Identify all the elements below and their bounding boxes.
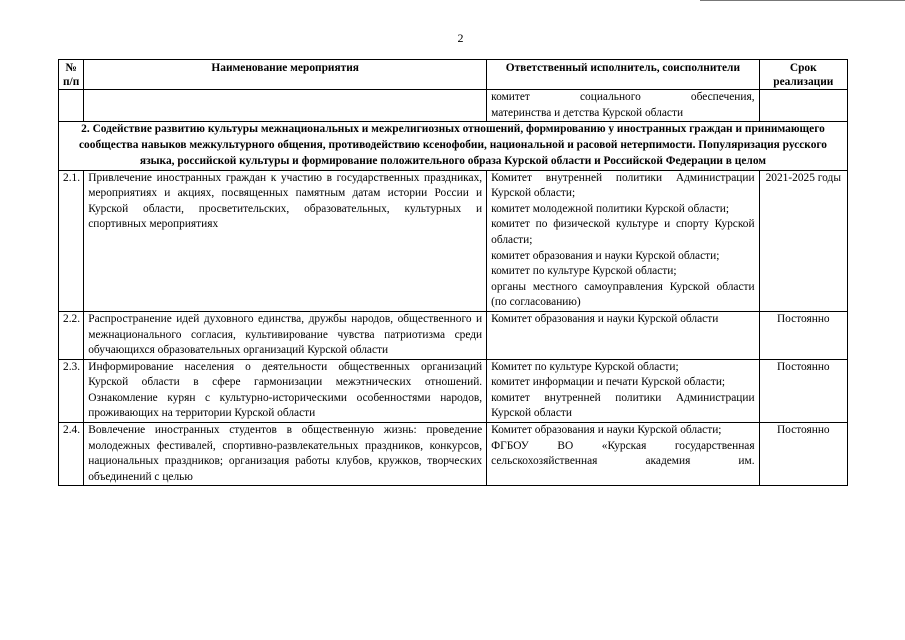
- continuation-executor: [487, 90, 759, 122]
- header-term: Срок реализации: [759, 60, 847, 90]
- header-num: № п/п: [59, 60, 84, 90]
- page-number: 2: [457, 31, 464, 45]
- executor-item: комитет по культуре Курской области;: [491, 265, 677, 278]
- row-name-cell: [84, 423, 487, 486]
- executor-list: [491, 423, 754, 485]
- executor-item: ФГБОУ ВО «Курская государственная сельскохозяйственная академия им.: [491, 439, 755, 468]
- row-executors: [487, 359, 759, 422]
- executor-item: комитет информации и печати Курской области;: [491, 376, 726, 389]
- row-term: 2021-2025 годы: [759, 170, 847, 311]
- continuation-executor-line: материнства и детства Курской области: [491, 106, 684, 119]
- executor-item: комитет молодежной политики Курской области;: [491, 202, 729, 215]
- row-name: Вовлечение иностранных студентов в общественную жизнь: проведение молодежных фестивалей, спортивно-развлекательных праздников, конкурсов, национальных праздников; организация работы клубов, кружков, творческих объединений с целью: [88, 424, 483, 483]
- table-row: [59, 311, 848, 359]
- row-executors: [487, 170, 759, 311]
- table-row: [59, 170, 848, 311]
- row-name: Информирование населения о деятельности общественных организаций Курской области в сфере гармонизации межэтнических отношений. Ознакомление курян с культурно-историческими особенностями народов, проживающих на территории Курской области: [84, 359, 487, 422]
- row-number: 2.3.: [59, 359, 84, 422]
- executor-item: комитет образования и науки Курской области;: [491, 249, 720, 262]
- executor-item: Комитет по культуре Курской области;: [491, 360, 679, 373]
- row-number: 2.1.: [59, 170, 84, 311]
- executor-item: комитет по физической культуре и спорту Курской области;: [491, 218, 755, 246]
- events-plan-table: [58, 59, 848, 486]
- row-executors: [487, 423, 759, 486]
- row-number: 2.2.: [59, 311, 84, 359]
- section-title: 2. Содействие развитию культуры межнациональных и межрелигиозных отношений, формированию у иностранных граждан и принимающего сообщества навыков межкультурного общения, противодействию ксенофобии, национальной и расовой нетерпимости. Популяризация русского языка, российской культуры и формирование положительного образа Курской области и Российской Федерации в целом: [59, 122, 848, 170]
- row-name: Распространение идей духовного единства, дружбы народов, общественного и межнационального согласия, культивирование чувства патриотизма среди обучающихся образовательных организаций Курской области: [84, 311, 487, 359]
- table-row: [59, 423, 848, 486]
- row-number: 2.4.: [59, 423, 84, 486]
- executor-item: Комитет образования и науки Курской области: [491, 312, 719, 325]
- executor-item: органы местного самоуправления Курской области (по согласованию): [491, 280, 755, 309]
- row-term: Постоянно: [759, 359, 847, 422]
- row-term: Постоянно: [759, 423, 847, 486]
- executor-item: комитет внутренней политики Администрации Курской области: [491, 391, 755, 420]
- continuation-executor-line: комитет социального обеспечения,: [491, 91, 755, 103]
- section-row: [59, 122, 848, 170]
- header-name: Наименование мероприятия: [84, 60, 487, 90]
- row-term: Постоянно: [759, 311, 847, 359]
- executor-item: Комитет образования и науки Курской области;: [491, 424, 722, 437]
- table-header-row: [59, 60, 848, 90]
- row-executors: [487, 311, 759, 359]
- header-executor: Ответственный исполнитель, соисполнители: [487, 60, 759, 90]
- executor-item: Комитет внутренней политики Администрации Курской области;: [491, 171, 755, 200]
- continuation-row: [59, 90, 848, 122]
- table-row: [59, 359, 848, 422]
- row-name: Привлечение иностранных граждан к участию в государственных праздниках, мероприятиях и акциях, посвященных памятным датам истории России и Курской области, просветительских, образовательных, культурных и спортивных мероприятиях: [84, 170, 487, 311]
- top-rule: [700, 0, 905, 1]
